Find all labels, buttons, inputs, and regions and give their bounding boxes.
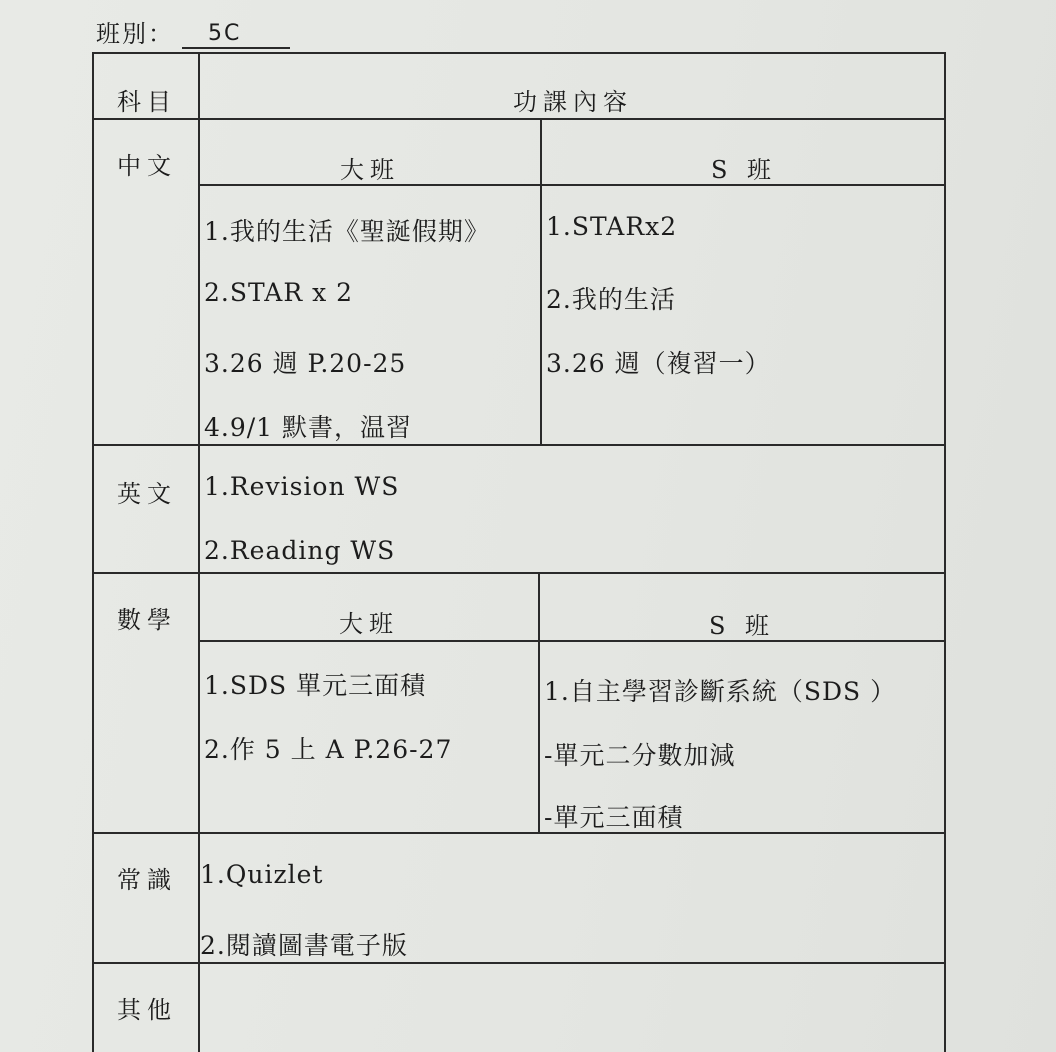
class-label: 班別： [96, 20, 174, 48]
header-row-divider [94, 118, 944, 120]
subject-general-studies: 常識 [117, 866, 177, 894]
chinese-s-item-2: 2.我的生活 [546, 285, 676, 314]
chinese-big-item-2: 2.STAR x 2 [204, 278, 354, 307]
math-s-item-1: 1.自主學習診斷系統（SDS ） [544, 677, 897, 706]
math-big-item-2: 2.作 5 上 A P.26-27 [204, 735, 453, 764]
subject-column-header: 科目 [117, 88, 177, 116]
english-item-1: 1.Revision WS [204, 472, 400, 501]
general-item-2: 2.閱讀圖書電子版 [200, 931, 408, 960]
math-s-item-3: -單元三面積 [544, 803, 684, 832]
chinese-subheader-divider [198, 184, 944, 186]
chinese-class-divider [540, 118, 542, 444]
math-section-divider [94, 832, 944, 834]
content-column-header: 功課內容 [513, 88, 633, 116]
general-item-1: 1.Quizlet [200, 860, 324, 889]
math-class-divider [538, 572, 540, 832]
chinese-s-item-1: 1.STARx2 [546, 212, 678, 241]
subject-others: 其他 [117, 996, 177, 1024]
subject-math: 數學 [117, 606, 177, 634]
homework-table [92, 52, 946, 1052]
chinese-s-class-header: S 班 [710, 156, 778, 184]
class-line [96, 14, 290, 49]
math-big-item-1: 1.SDS 單元三面積 [204, 671, 427, 700]
chinese-big-item-1: 1.我的生活《聖誕假期》 [204, 217, 490, 246]
chinese-s-item-3: 3.26 週（複習一） [546, 349, 771, 378]
chinese-big-item-3: 3.26 週 P.20-25 [204, 349, 407, 378]
english-section-divider [94, 572, 944, 574]
subject-chinese: 中文 [117, 152, 177, 180]
class-value: 5C [182, 21, 290, 49]
subject-english: 英文 [117, 480, 177, 508]
chinese-big-class-header: 大班 [340, 156, 400, 184]
math-s-class-header: S 班 [708, 612, 776, 640]
chinese-big-item-4: 4.9/1 默書，温習 [204, 413, 413, 442]
subject-column-divider [198, 54, 200, 1052]
english-item-2: 2.Reading WS [204, 536, 396, 565]
math-big-class-header: 大班 [339, 610, 399, 638]
math-s-item-2: -單元二分數加減 [544, 741, 736, 770]
math-subheader-divider [198, 640, 944, 642]
general-section-divider [94, 962, 944, 964]
chinese-section-divider [94, 444, 944, 446]
